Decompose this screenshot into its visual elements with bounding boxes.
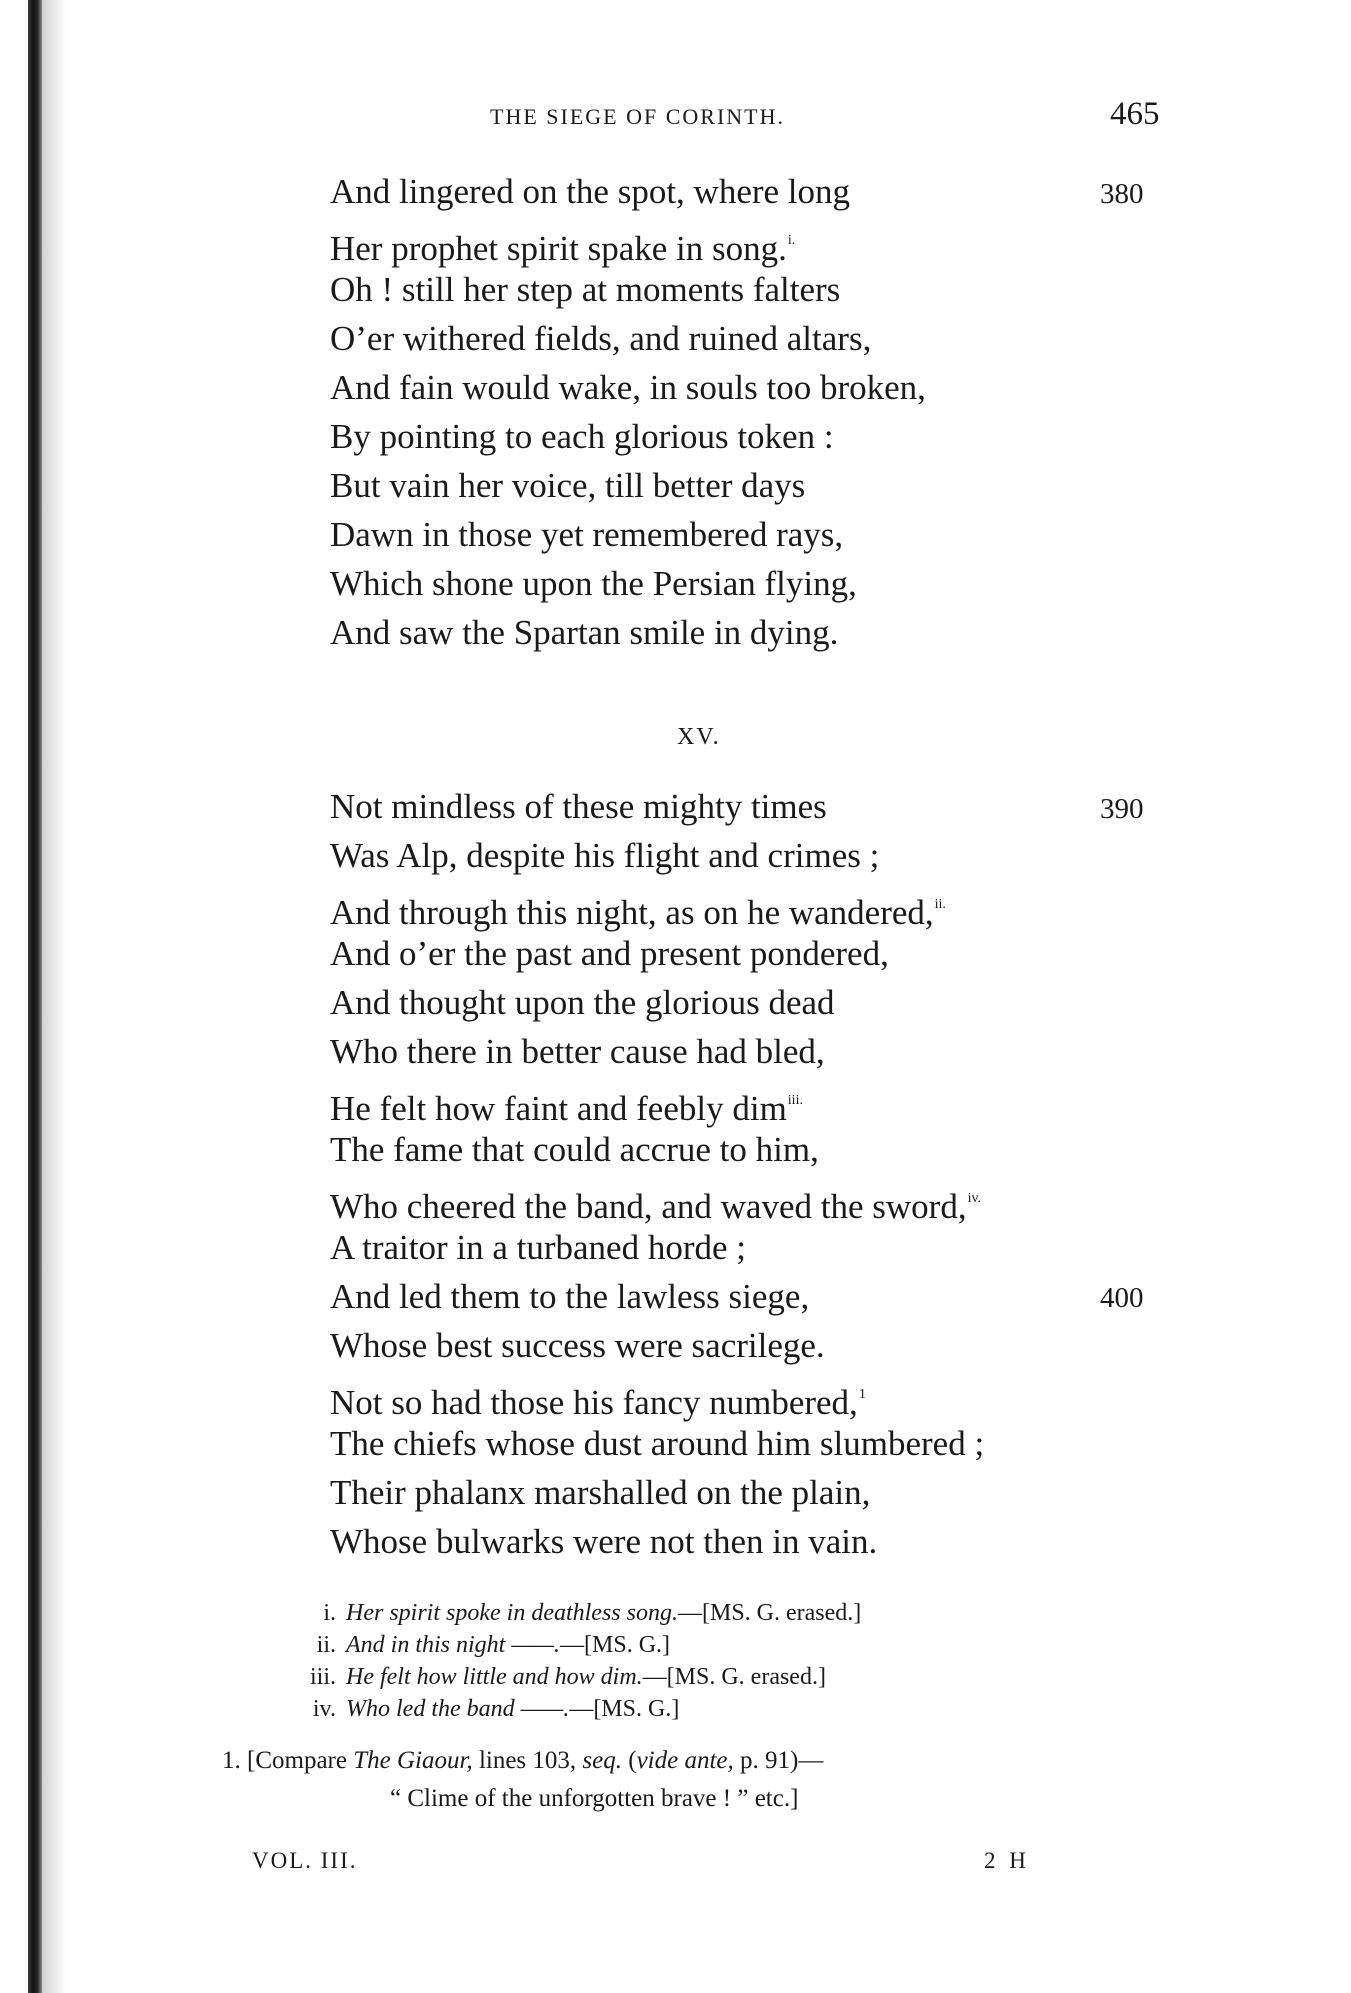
verse-line: By pointing to each glorious token :	[330, 417, 834, 456]
verse-line: Not mindless of these mighty times	[330, 787, 827, 826]
verse-line: And lingered on the spot, where long	[330, 172, 851, 211]
verse-line: Who there in better cause had bled,	[330, 1032, 825, 1071]
verse-line: And thought upon the glorious dead	[330, 983, 835, 1022]
verse-line: And o’er the past and present pondered,	[330, 934, 889, 973]
verse-line: And led them to the lawless siege,	[330, 1277, 810, 1316]
variant-numeral: iv.	[312, 1696, 336, 1722]
verse-line: Their phalanx marshalled on the plain,	[330, 1473, 871, 1512]
footnote: 1. [Compare The Giaour, lines 103, seq. (vide ante, p. 91)—	[222, 1747, 824, 1774]
line-number: 400	[1100, 1282, 1144, 1314]
verse-line: Oh ! still her step at moments falters	[330, 270, 841, 309]
variant-numeral: iii.	[309, 1664, 336, 1690]
variant-reading	[290, 1597, 861, 1629]
verse-line: Not so had those his fancy numbered,$^1$	[330, 1383, 866, 1422]
verse-line: Whose best success were sacrilege.	[330, 1326, 825, 1365]
verse-line: Which shone upon the Persian flying,	[330, 564, 857, 603]
variant-source: —[MS. G. erased.]	[642, 1664, 826, 1690]
note-mark: 1	[858, 1387, 866, 1402]
verse-line: And through this night, as on he wandered,$^{ii.}$	[330, 893, 946, 932]
verse-line: O’er withered fields, and ruined altars,	[330, 319, 872, 358]
verse-line: And fain would wake, in souls too broken,	[330, 368, 926, 407]
verse-line: The chiefs whose dust around him slumbered ;	[330, 1424, 985, 1463]
verse-line: But vain her voice, till better days	[330, 466, 806, 505]
book-spine-shadow	[28, 0, 42, 1993]
verse-line: Her prophet spirit spake in song.$^{i.}$	[330, 229, 796, 268]
variant-source: —[MS. G. erased.]	[677, 1600, 862, 1626]
section-number: XV.	[677, 724, 721, 750]
variant-source: —[MS. G.]	[560, 1632, 671, 1658]
variant-numeral: ii.	[316, 1632, 336, 1658]
footnote-marker: 1.	[222, 1747, 241, 1774]
variant-reading	[290, 1629, 670, 1661]
variant-text: Who led the band ——.	[346, 1696, 570, 1722]
line-number: 380	[1100, 178, 1144, 210]
note-mark: ii.	[934, 897, 946, 912]
footnote-continuation: “ Clime of the unforgotten brave ! ” etc.]	[390, 1785, 799, 1812]
verse-line: Whose bulwarks were not then in vain.	[330, 1522, 878, 1561]
variant-reading	[290, 1693, 679, 1725]
variant-source: —[MS. G.]	[569, 1696, 680, 1722]
variant-numeral: i.	[323, 1600, 336, 1626]
variant-text: Her spirit spoke in deathless song.	[346, 1600, 678, 1626]
running-title: THE SIEGE OF CORINTH.	[490, 104, 785, 129]
variant-text: He felt how little and how dim.	[346, 1664, 643, 1690]
line-number: 390	[1100, 793, 1144, 825]
verse-line: Dawn in those yet remembered rays,	[330, 515, 844, 554]
variant-reading	[290, 1661, 826, 1693]
verse-line: Was Alp, despite his flight and crimes ;	[330, 836, 880, 875]
signature-mark: 2 H	[984, 1848, 1030, 1873]
gutter-shadow	[42, 0, 66, 1993]
note-mark: i.	[787, 233, 796, 248]
note-mark: iii.	[787, 1093, 803, 1108]
volume-label: VOL. III.	[252, 1848, 358, 1873]
verse-line: The fame that could accrue to him,	[330, 1130, 819, 1169]
verse-line: He felt how faint and feebly dim$^{iii.}$	[330, 1089, 803, 1128]
variant-text: And in this night ——.	[346, 1632, 561, 1658]
verse-line: A traitor in a turbaned horde ;	[330, 1228, 746, 1267]
note-mark: iv.	[967, 1191, 982, 1206]
page-number: 465	[1110, 96, 1160, 132]
verse-line: And saw the Spartan smile in dying.	[330, 613, 839, 652]
verse-line: Who cheered the band, and waved the sword,$^{iv.}$	[330, 1187, 982, 1226]
